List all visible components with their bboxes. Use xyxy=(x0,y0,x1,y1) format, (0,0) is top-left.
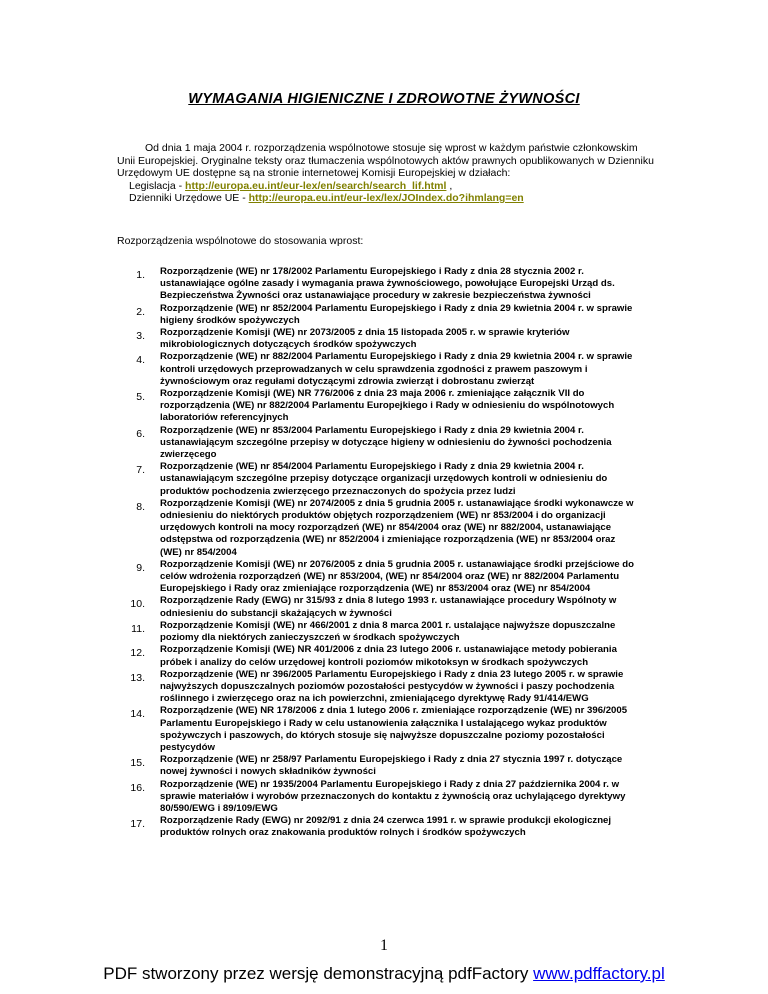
item-text: Rozporządzenie (WE) nr 1935/2004 Parlamentu Europejskiego i Rady z dnia 27 października 2004 r. w sprawie materiałów i wyrobów przeznaczonych do kontaktu z żywnością oraz uchylającego dyrektywy 80/590/EWG i 89/109/EWG xyxy=(160,778,626,814)
dzienniki-link[interactable]: http://europa.eu.int/eur-lex/lex/JOIndex.do?ihmlang=en xyxy=(248,192,524,204)
item-number: 8. xyxy=(136,500,145,513)
item-number: 17. xyxy=(130,818,145,831)
item-text: Rozporządzenie (WE) nr 178/2002 Parlamentu Europejskiego i Rady z dnia 28 stycznia 2002 r. ustanawiające ogólne zasady i wymagania prawa żywnościowego, powołujące Europejski Urząd ds. Bezpieczeństwa Żywności oraz ustanawiające procedury w zakresie bezpieczeństwa żywności xyxy=(160,266,615,302)
regulation-item xyxy=(117,303,637,327)
item-number: 4. xyxy=(136,354,145,367)
link-item-legislacja: Legislacja - http://europa.eu.int/eur-lex/en/search/search_lif.html , xyxy=(129,179,453,192)
item-text: Rozporządzenie Komisji (WE) nr 2073/2005 z dnia 15 listopada 2005 r. w sprawie kryteriów mikrobiologicznych dotyczących środków spożywczych xyxy=(160,327,570,351)
regulation-item xyxy=(117,669,637,706)
item-number: 16. xyxy=(130,781,145,794)
link-label: Dzienniki Urzędowe UE - xyxy=(129,192,249,204)
item-text: Rozporządzenie (WE) nr 396/2005 Parlamentu Europejskiego i Rady z dnia 23 lutego 2005 r. w sprawie najwyższych dopuszczalnych poziomów pozostałości pestycydów w żywności i paszy pochodzenia roślinnego i zwierzęcego oraz na ich powierzchni, zmieniającego dyrektywę Rady 91/414/EWG xyxy=(160,668,624,705)
regulation-item xyxy=(117,705,637,754)
item-text: Rozporządzenie (WE) nr 852/2004 Parlamentu Europejskiego i Rady z dnia 29 kwietnia 2004 r. w sprawie higieny środków spożywczych xyxy=(160,302,633,326)
item-number: 2. xyxy=(136,305,145,318)
regulation-item xyxy=(117,498,637,559)
item-number: 5. xyxy=(136,391,145,404)
item-text: Rozporządzenie Komisji (WE) nr 466/2001 z dnia 8 marca 2001 r. ustalające najwyższe dopuszczalne poziomy dla niektórych zanieczyszczeń w środkach spożywczych xyxy=(160,619,616,644)
regulation-item xyxy=(117,425,637,462)
intro-section xyxy=(117,142,657,205)
item-text: Rozporządzenie Komisji (WE) nr 2076/2005 z dnia 5 grudnia 2005 r. ustanawiające środki przejściowe do celów wdrożenia rozporządzeń (WE) nr 853/2004, (WE) nr 854/2004 oraz (WE) nr 882/2004 Parlamentu Europejskiego i Rady oraz zmieniające rozporządzenia (WE) nr 853/2004 oraz (WE) nr 854/2004 xyxy=(160,558,634,595)
item-text: Rozporządzenie Komisji (WE) nr 2074/2005 z dnia 5 grudnia 2005 r. ustanawiające środki wykonawcze w odniesieniu do niektórych produktów objętych rozporządzeniem (WE) nr 853/2004 i do organizacji urzędowych kontroli na mocy rozporządzeń (WE) nr 854/2004 oraz (WE) nr 882/2004, ustanawiające odstępstwa od rozporządzenia (WE) nr 852/2004 i zmieniające rozporządzenia (WE) nr 853/2004 oraz (WE) nr 854/2004 xyxy=(160,497,634,558)
item-text: Rozporządzenie (WE) NR 178/2006 z dnia 1 lutego 2006 r. zmieniające rozporządzenie (WE) nr 396/2005 Parlamentu Europejskiego i Rady w celu ustanowienia załącznika I ustalającego wykaz produktów spożywczych i paszowych, do których stosuje się najwyższe dopuszczalne poziomy pozostałości pestycydów xyxy=(160,705,628,753)
link-label: Legislacja - xyxy=(129,179,186,192)
regulation-item xyxy=(117,559,637,596)
item-number: 11. xyxy=(131,622,145,635)
item-number: 1. xyxy=(136,269,145,281)
item-text: Rozporządzenie Rady (EWG) nr 315/93 z dnia 8 lutego 1993 r. ustanawiające procedury Wspólnoty w odniesieniu do substancji skażających w żywności xyxy=(160,595,617,619)
footer-text: PDF stworzony przez wersję demonstracyjną pdfFactory xyxy=(103,964,534,983)
item-text: Rozporządzenie Komisji (WE) NR 401/2006 z dnia 23 lutego 2006 r. ustanawiające metody pobierania próbek i analizy do celów urzędowej kontroli poziomów mikotoksyn w środkach spożywczych xyxy=(160,644,617,668)
item-text: Rozporządzenie (WE) nr 854/2004 Parlamentu Europejskiego i Rady z dnia 29 kwietnia 2004 r. ustanawiającym szczególne przepisy dotyczące organizacji urzędowych kontroli w odniesieniu do produktów pochodzenia zwierzęcego przeznaczonych do spożycia przez ludzi xyxy=(160,461,608,497)
regulation-item xyxy=(117,351,637,388)
link-item-dzienniki xyxy=(117,192,657,205)
intro-paragraph: Od dnia 1 maja 2004 r. rozporządzenia wspólnotowe stosuje się wprost w każdym państwie członkowskim Unii Europejskiej. Oryginalne teksty oraz tłumaczenia wspólnotowych aktów prawnych opublikowanych w Dzienniku Urzędowym UE dostępne są na stronie internetowej Komisji Europejskiej w działach: xyxy=(117,142,654,179)
regulation-item xyxy=(117,327,637,351)
item-text: Rozporządzenie (WE) nr 853/2004 Parlamentu Europejskiego i Rady z dnia 29 kwietnia 2004 r. ustanawiającym szczególne przepisy w dotyczące higieny w odniesieniu do żywności pochodzenia zwierzęcego xyxy=(160,424,612,461)
item-number: 7. xyxy=(136,464,145,477)
item-number: 13. xyxy=(130,671,145,684)
item-text: Rozporządzenie Komisji (WE) NR 776/2006 z dnia 23 maja 2006 r. zmieniające załącznik VII do rozporządzenia (WE) nr 882/2004 Parlamentu Europejkiego i Rady w odniesieniu do wspólnotowych laboratoriów referencyjnych xyxy=(160,388,615,424)
regulation-item xyxy=(117,815,637,839)
item-text: Rozporządzenie Rady (EWG) nr 2092/91 z dnia 24 czerwca 1991 r. w sprawie produkcji ekologicznej produktów rolnych oraz znakowania produktów rolnych i środków spożywczych xyxy=(160,815,612,839)
page-number: 1 xyxy=(380,937,388,954)
regulation-item xyxy=(117,644,637,668)
regulation-item xyxy=(117,461,637,498)
item-number: 6. xyxy=(136,427,145,440)
footer-link[interactable]: www.pdffactory.pl xyxy=(533,964,665,983)
pdf-footer xyxy=(0,964,768,984)
regulation-item xyxy=(117,388,637,425)
document-title: WYMAGANIA HIGIENICZNE I ZDROWOTNE ŻYWNOŚCI xyxy=(188,91,580,107)
item-number: 10. xyxy=(130,598,145,611)
regulation-item xyxy=(117,754,637,778)
regulation-item xyxy=(117,266,637,303)
regulation-item xyxy=(117,595,637,619)
item-number: 3. xyxy=(136,330,145,343)
item-number: 14. xyxy=(130,708,145,721)
item-number: 9. xyxy=(136,561,145,574)
regulations-list xyxy=(117,266,637,840)
item-number: 15. xyxy=(130,757,145,770)
item-text: Rozporządzenie (WE) nr 882/2004 Parlamentu Europejskiego i Rady z dnia 29 kwietnia 2004 r. w sprawie kontroli urzędowych przeprowadzanych w celu sprawdzenia zgodności z prawem paszowym i żywnościowym oraz regułami dotyczącymi zdrowia zwierząt i dobrostanu zwierząt xyxy=(160,351,633,387)
regulation-item xyxy=(117,620,637,644)
section-subheading: Rozporządzenia wspólnotowe do stosowania wprost: xyxy=(117,235,364,247)
item-text: Rozporządzenie (WE) nr 258/97 Parlamentu Europejskiego i Rady z dnia 27 stycznia 1997 r. dotyczące nowej żywności i nowych składników żywności xyxy=(160,754,623,778)
regulation-item xyxy=(117,779,637,816)
item-number: 12. xyxy=(130,647,145,660)
legislacja-link[interactable]: http://europa.eu.int/eur-lex/en/search/search_lif.html xyxy=(185,179,447,192)
